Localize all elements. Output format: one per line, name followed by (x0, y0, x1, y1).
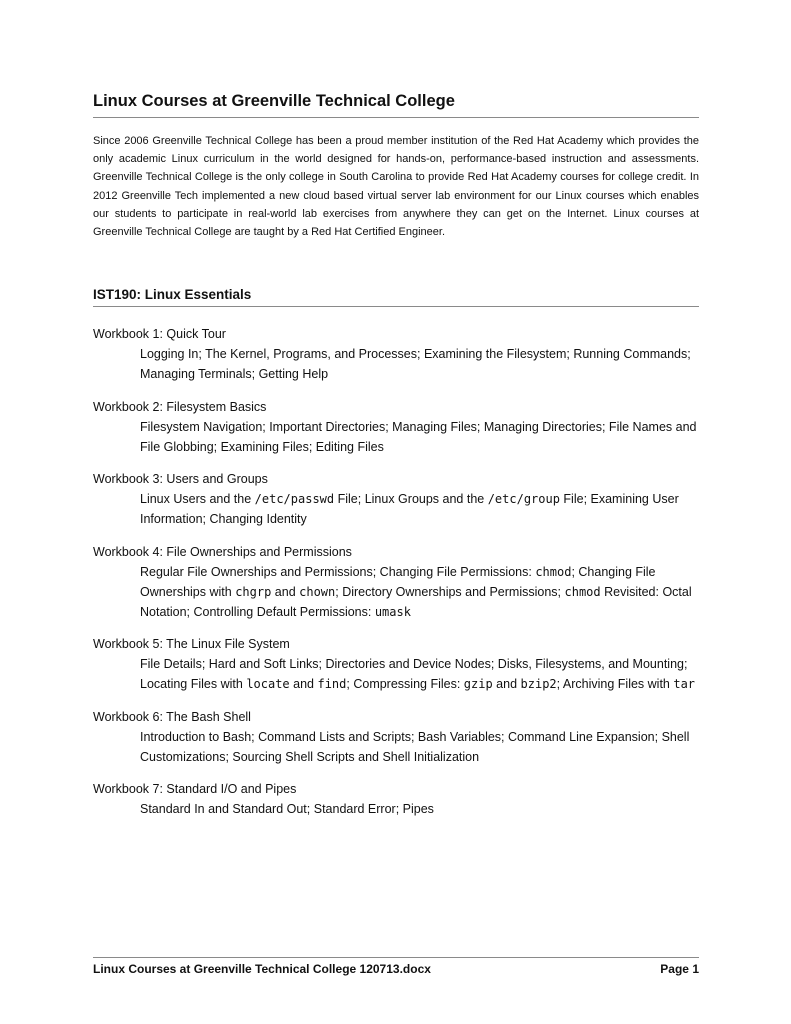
workbook-description (140, 489, 699, 529)
command-name: /etc/group (487, 492, 560, 506)
workbook-item (93, 634, 699, 694)
command-name: find (317, 677, 347, 691)
description-text: ; Changing File Ownerships with (140, 564, 656, 599)
workbook-title: Workbook 3: Users and Groups (93, 472, 268, 486)
description-text: Revisited: Octal Notation; Controlling Default Permissions: (140, 584, 692, 619)
workbook-list (93, 324, 699, 832)
workbook-item (93, 542, 699, 622)
workbook-title: Workbook 7: Standard I/O and Pipes (93, 782, 297, 796)
description-text: ; Archiving Files with (556, 677, 674, 691)
workbook-title: Workbook 4: File Ownerships and Permissions (93, 544, 352, 559)
command-name: chown (299, 584, 336, 599)
description-text: ; Directory Ownerships and Permissions; (335, 584, 565, 599)
command-name: chgrp (235, 584, 272, 599)
description-text: File Details; Hard and Soft Links; Directories and Device Nodes; Disks, Filesystems, and Mounting; Locating Files with (140, 657, 688, 691)
description-text: and (289, 677, 318, 691)
page-footer (93, 957, 699, 976)
description-text: File; Linux Groups and the (334, 492, 488, 506)
workbook-description (140, 562, 699, 622)
workbook-item (93, 707, 699, 767)
workbook-description (140, 799, 699, 819)
description-text: Standard In and Standard Out; Standard Error; Pipes (140, 802, 434, 816)
workbook-description (140, 654, 699, 694)
document-title: Linux Courses at Greenville Technical College (93, 92, 699, 118)
command-name: /etc/passwd (254, 492, 335, 506)
description-text: Linux Users and the (140, 492, 255, 506)
course-heading: IST190: Linux Essentials (93, 287, 699, 307)
command-name: umask (374, 604, 411, 619)
workbook-item (93, 397, 699, 457)
command-name: locate (246, 677, 290, 691)
description-text: ; Compressing Files: (346, 677, 464, 691)
intro-paragraph: Since 2006 Greenville Technical College has been a proud member institution of the Red Hat Academy which provides the only academic Linux curriculum in the world designed for hands-on, performance-based instruction and assessments. Greenville Technical College is the only college in South Carolina to provide Red Hat Academy courses for college credit. In 2012 Greenville Tech implemented a new cloud based virtual server lab environment for our Linux courses which enables our students to participate in real-world lab exercises from anywhere they can get on the Internet. Linux courses at Greenville Technical College are taught by a Red Hat Certified Engineer. (93, 135, 699, 239)
workbook-title: Workbook 2: Filesystem Basics (93, 399, 267, 414)
footer-page-number: Page 1 (660, 962, 699, 976)
workbook-item (93, 779, 699, 819)
description-text: and (271, 584, 300, 599)
workbook-description (140, 417, 699, 457)
command-name: chmod (535, 564, 572, 579)
description-text: Regular File Ownerships and Permissions; Changing File Permissions: (140, 564, 536, 579)
description-text: Logging In; The Kernel, Programs, and Processes; Examining the Filesystem; Running Commands; Managing Terminals; Getting Help (140, 347, 691, 381)
description-text: File; Examining User Information; Changing Identity (140, 492, 679, 526)
description-text: and (492, 677, 521, 691)
footer-filename: Linux Courses at Greenville Technical College 120713.docx (93, 962, 431, 976)
command-name: bzip2 (520, 677, 557, 691)
description-text: Introduction to Bash; Command Lists and Scripts; Bash Variables; Command Line Expansion; Shell Customizations; Sourcing Shell Scripts and Shell Initialization (140, 729, 690, 764)
workbook-item (93, 469, 699, 529)
workbook-title: Workbook 5: The Linux File System (93, 637, 290, 651)
workbook-title: Workbook 1: Quick Tour (93, 327, 226, 341)
command-name: tar (673, 677, 696, 691)
command-name: chmod (564, 584, 601, 599)
workbook-description (140, 727, 699, 767)
workbook-title: Workbook 6: The Bash Shell (93, 709, 251, 724)
description-text: Filesystem Navigation; Important Directories; Managing Files; Managing Directories; File Names and File Globbing; Examining Files; Editing Files (140, 419, 697, 454)
command-name: gzip (463, 677, 493, 691)
workbook-item (93, 324, 699, 384)
workbook-description (140, 344, 699, 384)
